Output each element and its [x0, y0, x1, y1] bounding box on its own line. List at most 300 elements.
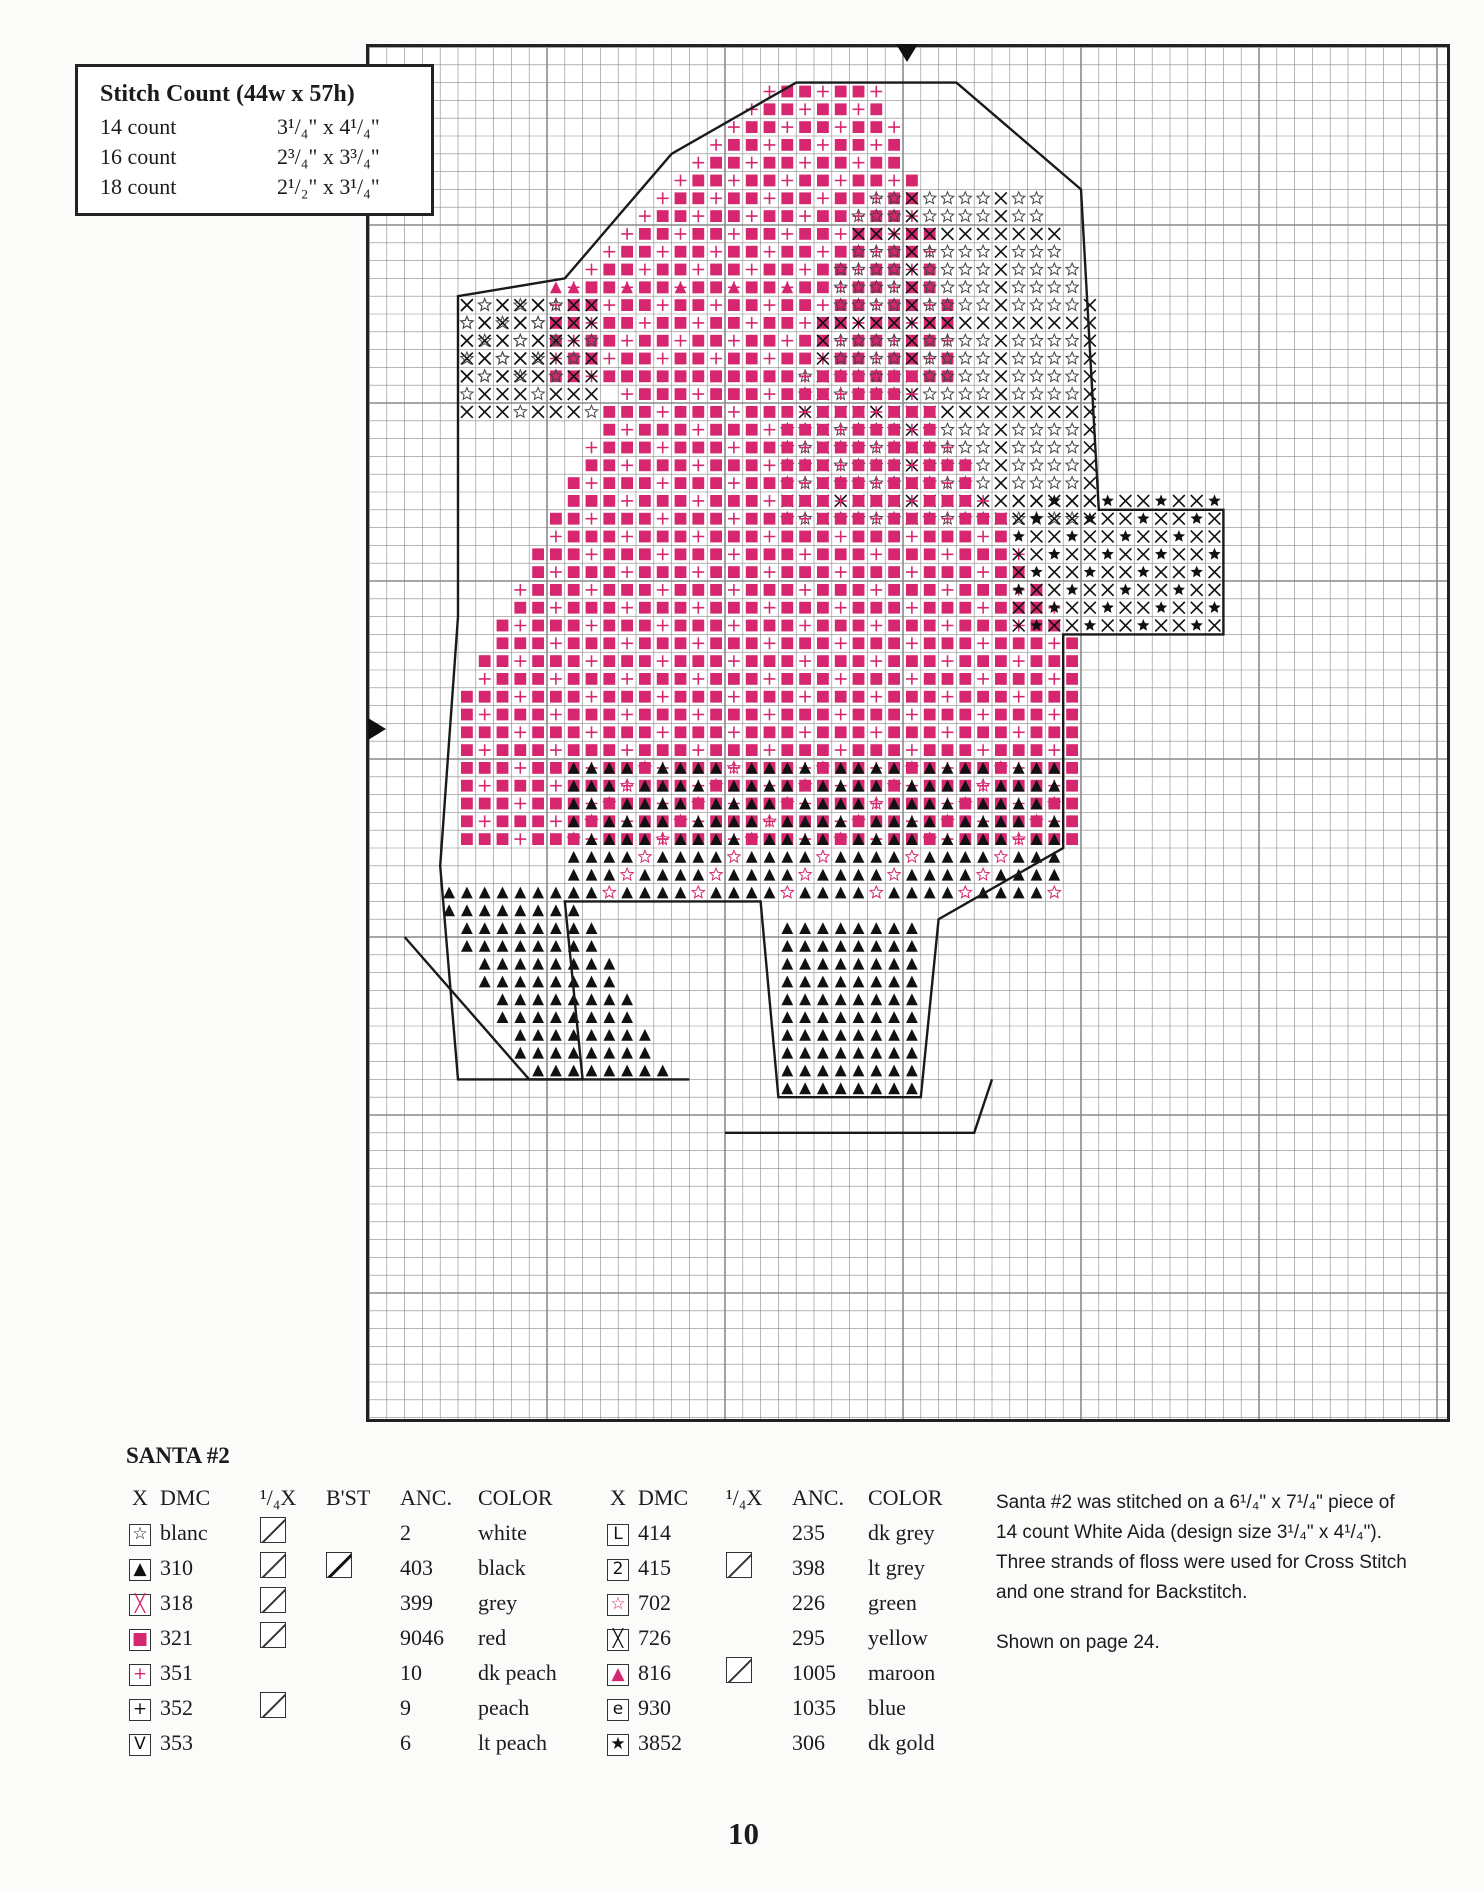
stitch-black: [728, 887, 740, 899]
stitch-black: [995, 869, 1007, 881]
stitch-red: [959, 691, 971, 703]
stitch-red: [817, 655, 829, 667]
stitch-red: [870, 744, 882, 756]
stitch-plus: [977, 602, 989, 614]
stitch-black: [817, 869, 829, 881]
stitch-plus: [728, 335, 740, 347]
stitch-star-pink: [710, 868, 722, 880]
stitch-plus: [550, 673, 562, 685]
stitch-plus: [657, 192, 669, 204]
stitch-red: [959, 477, 971, 489]
stitch-black: [764, 887, 776, 899]
stitch-red: [639, 655, 651, 667]
stitch-plus: [692, 531, 704, 543]
key-backstitch-cell: [326, 1690, 400, 1725]
stitch-red: [603, 566, 615, 578]
stitch-x: [1066, 317, 1078, 329]
stitch-red: [514, 673, 526, 685]
stitch-black: [853, 1011, 865, 1023]
stitch-plus: [817, 139, 829, 151]
stitch-red: [586, 531, 598, 543]
stitch-red: [568, 726, 580, 738]
stitch-red: [657, 531, 669, 543]
stitch-red: [781, 655, 793, 667]
stitch-red: [853, 477, 865, 489]
stitch-black: [799, 993, 811, 1005]
key-row: [598, 1655, 978, 1690]
stitch-red: [568, 673, 580, 685]
color-key-left: [120, 1480, 598, 1760]
stitch-red: [835, 210, 847, 222]
stitch-red: [1031, 726, 1043, 738]
stitch-black: [746, 869, 758, 881]
stitch-star: [977, 441, 989, 453]
stitch-x: [995, 299, 1007, 311]
stitch-x: [995, 317, 1007, 329]
stitch-red: [924, 726, 936, 738]
stitch-red: [977, 620, 989, 632]
stitch-red: [924, 584, 936, 596]
stitch-star: [1066, 441, 1078, 453]
stitch-plus: [1048, 637, 1060, 649]
stitch-star: [941, 263, 953, 275]
stitch-star: [461, 388, 473, 400]
stitch-red: [817, 691, 829, 703]
stitch-red: [621, 584, 633, 596]
stitch-black: [532, 887, 544, 899]
stitch-red: [586, 566, 598, 578]
stitch-star: [479, 299, 491, 311]
key-anchor: 226: [792, 1589, 825, 1615]
stitch-red: [710, 459, 722, 471]
stitch-red: [995, 673, 1007, 685]
stitch-red: [514, 637, 526, 649]
stitch-red: [924, 691, 936, 703]
stitch-red: [710, 709, 722, 721]
stitch-plus: [870, 86, 882, 98]
stitch-red: [853, 744, 865, 756]
stitch-black: [888, 1082, 900, 1094]
stitch-x: [479, 406, 491, 418]
stitch-x: [1084, 459, 1096, 471]
stitch-black: [906, 922, 918, 934]
stitch-red: [550, 726, 562, 738]
note-paragraph: Santa #2 was stitched on a 6¹/₄" x 7¹/₄" piece of 14 count White Aida (design size 3¹/₄" x 4¹/₄"). Three strands of floss were used for Cross Stitch and one strand for Backstitch.: [996, 1492, 1407, 1603]
key-color-name: dk grey: [868, 1519, 935, 1545]
stitch-red: [853, 192, 865, 204]
key-color-name: lt peach: [478, 1729, 548, 1755]
stitch-red: [870, 103, 882, 115]
stitch-x: [1155, 620, 1167, 632]
stitch-red: [1066, 655, 1078, 667]
stitch-star: [977, 263, 989, 275]
stitch-red: [497, 637, 509, 649]
stitch-red: [870, 637, 882, 649]
stitch-red: [959, 637, 971, 649]
stitch-plus: [764, 388, 776, 400]
stitch-red: [781, 602, 793, 614]
stitch-x: [1155, 531, 1167, 543]
stitch-star: [1030, 334, 1042, 346]
stitch-plus: [799, 548, 811, 560]
stitch-star: [959, 263, 971, 275]
stitch-x: [1102, 620, 1114, 632]
stitch-plus: [906, 744, 918, 756]
red-square-icon: ■: [129, 1629, 151, 1651]
stitch-red: [728, 602, 740, 614]
stitch-red: [942, 673, 954, 685]
stitch-red: [888, 495, 900, 507]
stitch-red: [781, 139, 793, 151]
stitch-star: [1048, 263, 1060, 275]
stitch-black: [995, 887, 1007, 899]
stitch-red: [959, 726, 971, 738]
stitch-red: [924, 566, 936, 578]
key-quarter-cell: [260, 1725, 326, 1760]
key-quarter-cell: [260, 1690, 326, 1725]
stitch-star: [941, 388, 953, 400]
stitch-black: [781, 993, 793, 1005]
stitch-black: [514, 922, 526, 934]
stitch-plus: [746, 157, 758, 169]
stitch-x: [1209, 566, 1221, 578]
stitch-red: [764, 103, 776, 115]
stitch-red: [1066, 637, 1078, 649]
stitch-red: [497, 744, 509, 756]
stitch-plus: [1013, 691, 1025, 703]
stitch-black: [461, 922, 473, 934]
stitch-black: [799, 851, 811, 863]
count-size: 2³/₄" x 3³/₄": [277, 144, 380, 169]
stitch-red: [532, 584, 544, 596]
stitch-red: [621, 548, 633, 560]
stitch-star: [1030, 370, 1042, 382]
stitch-red: [799, 602, 811, 614]
stitch-plus: [586, 584, 598, 596]
stitch-star: [977, 281, 989, 293]
stitch-x: [1066, 566, 1078, 578]
stitch-red: [710, 264, 722, 276]
stitch-x: [1191, 531, 1203, 543]
stitch-plus: [942, 477, 954, 489]
stitch-star: [1013, 370, 1025, 382]
stitch-red: [781, 566, 793, 578]
key-backstitch-cell: [326, 1655, 400, 1690]
stitch-black: [728, 869, 740, 881]
stitch-x: [959, 228, 971, 240]
stitch-red: [995, 513, 1007, 525]
stitch-red: [497, 620, 509, 632]
stitch-red: [586, 637, 598, 649]
stitch-red: [1031, 744, 1043, 756]
stitch-black: [942, 887, 954, 899]
stitch-plus: [586, 477, 598, 489]
star-outline-icon: ☆: [129, 1524, 151, 1546]
stitch-plus: [692, 424, 704, 436]
stitch-star: [1048, 352, 1060, 364]
stitch-red: [888, 442, 900, 454]
stitch-star: [1013, 388, 1025, 400]
stitch-red: [817, 513, 829, 525]
stitch-black: [781, 869, 793, 881]
stitch-red: [639, 513, 651, 525]
stitch-plus: [692, 157, 704, 169]
key-quarter-cell: [726, 1550, 792, 1585]
stitch-x: [1031, 317, 1043, 329]
stitch-plus: [692, 566, 704, 578]
stitch-plus: [799, 157, 811, 169]
stitch-red: [532, 566, 544, 578]
stitch-plus: [603, 353, 615, 365]
stitch-plus: [835, 459, 847, 471]
stitch-red: [817, 459, 829, 471]
stitch-plus: [621, 602, 633, 614]
key-dmc: 702: [638, 1589, 671, 1615]
stitch-red: [1013, 673, 1025, 685]
key-dmc: 415: [638, 1554, 671, 1580]
stitch-x: [461, 370, 473, 382]
stitch-star: [585, 405, 597, 417]
stitch-plus: [728, 620, 740, 632]
stitch-black: [603, 993, 615, 1005]
stitch-red: [959, 673, 971, 685]
key-quarter-cell: [260, 1515, 326, 1550]
stitch-x: [995, 281, 1007, 293]
stitch-black-star: [1048, 548, 1060, 560]
count-row: [100, 112, 409, 142]
stitch-red: [888, 531, 900, 543]
stitch-red: [817, 175, 829, 187]
stitch-red: [870, 424, 882, 436]
stitch-x: [1084, 317, 1096, 329]
stitch-red: [568, 531, 580, 543]
stitch-star: [1048, 281, 1060, 293]
stitch-black: [799, 1065, 811, 1077]
stitch-red: [781, 299, 793, 311]
stitch-red: [817, 548, 829, 560]
stitch-red: [924, 424, 936, 436]
stitch-red: [764, 175, 776, 187]
stitch-red: [621, 726, 633, 738]
stitch-black: [550, 940, 562, 952]
stitch-plus: [586, 264, 598, 276]
stitch-red: [568, 691, 580, 703]
stitch-red: [1066, 691, 1078, 703]
stitch-x: [995, 424, 1007, 436]
stitch-red: [764, 513, 776, 525]
stitch-plus: [942, 513, 954, 525]
stitch-red: [888, 620, 900, 632]
key-row: [598, 1620, 978, 1655]
stitch-x: [497, 335, 509, 347]
stitch-star: [1013, 210, 1025, 222]
stitch-x: [586, 388, 598, 400]
stitch-red: [603, 335, 615, 347]
stitch-red: [532, 815, 544, 827]
stitch-black: [853, 1047, 865, 1059]
stitch-red: [924, 442, 936, 454]
stitch-red: [639, 388, 651, 400]
stitch-black: [586, 851, 598, 863]
two-mark-icon: 2: [607, 1559, 629, 1581]
stitch-black-star: [1137, 512, 1149, 524]
color-key-right: [598, 1480, 978, 1760]
stitch-black: [639, 887, 651, 899]
stitch-red: [853, 655, 865, 667]
stitch-red: [924, 406, 936, 418]
stitch-black-star: [1137, 619, 1149, 631]
stitch-red: [817, 370, 829, 382]
stitch-red: [675, 477, 687, 489]
stitch-plus: [1013, 726, 1025, 738]
key-dmc: 726: [638, 1624, 671, 1650]
stitch-star: [977, 334, 989, 346]
stitch-red: [977, 726, 989, 738]
stitch-red: [781, 424, 793, 436]
star-pink-icon: ☆: [607, 1594, 629, 1616]
stitch-black: [514, 993, 526, 1005]
key-dmc: 321: [160, 1624, 193, 1650]
stitch-black: [497, 904, 509, 916]
stitch-star: [959, 388, 971, 400]
stitch-x: [1191, 584, 1203, 596]
stitch-red: [942, 709, 954, 721]
stitch-plus: [657, 353, 669, 365]
key-symbol-cell: [598, 1550, 638, 1585]
stitch-x: [1084, 388, 1096, 400]
stitch-plus: [586, 691, 598, 703]
stitch-red: [781, 495, 793, 507]
stitch-x: [995, 406, 1007, 418]
stitch-red: [888, 459, 900, 471]
stitch-maroon: [550, 281, 562, 293]
key-dmc: blanc: [160, 1519, 208, 1545]
stitch-black: [461, 904, 473, 916]
cross-stitch-chart: [366, 44, 1450, 1422]
stitch-red: [657, 388, 669, 400]
stitch-plus: [514, 762, 526, 774]
stitch-black: [853, 887, 865, 899]
stitch-plus: [710, 299, 722, 311]
stitch-red: [603, 317, 615, 329]
stitch-red: [461, 709, 473, 721]
stitch-plus: [799, 442, 811, 454]
key-anchor: 2: [400, 1519, 411, 1545]
stitch-red: [568, 477, 580, 489]
stitch-red: [888, 388, 900, 400]
stitch-red: [675, 246, 687, 258]
stitch-red: [995, 620, 1007, 632]
stitch-red: [888, 548, 900, 560]
stitch-black-star: [1173, 583, 1185, 595]
stitch-plus: [675, 175, 687, 187]
stitch-red: [710, 726, 722, 738]
stitch-red: [728, 157, 740, 169]
stitch-red: [781, 531, 793, 543]
stitch-plus: [479, 744, 491, 756]
stitch-black-star: [1119, 583, 1131, 595]
stitch-red: [746, 406, 758, 418]
red-triangle-icon: ▲: [607, 1664, 629, 1686]
stitch-star: [1030, 352, 1042, 364]
stitch-red: [1066, 833, 1078, 845]
stitch-red: [781, 513, 793, 525]
stitch-red: [959, 548, 971, 560]
stitch-plus: [906, 673, 918, 685]
stitch-red: [924, 548, 936, 560]
stitch-red: [675, 370, 687, 382]
stitch-red: [817, 442, 829, 454]
stitch-red: [888, 709, 900, 721]
stitch-black: [781, 940, 793, 952]
stitch-red: [675, 566, 687, 578]
stitch-star: [1013, 281, 1025, 293]
stitch-red: [621, 317, 633, 329]
stitch-red: [959, 584, 971, 596]
stitch-red: [870, 531, 882, 543]
stitch-red: [853, 531, 865, 543]
quarter-stitch-icon: [726, 1657, 752, 1683]
center-arrow-top-icon: [896, 44, 918, 62]
stitch-red: [728, 246, 740, 258]
key-anchor: 399: [400, 1589, 433, 1615]
stitch-x: [532, 370, 544, 382]
key-symbol-cell: [598, 1515, 638, 1550]
stitch-red: [1013, 709, 1025, 721]
stitch-red: [692, 691, 704, 703]
stitch-black: [603, 1047, 615, 1059]
stitch-star: [1066, 281, 1078, 293]
stitch-black-star: [1030, 512, 1042, 524]
stitch-red: [746, 477, 758, 489]
stitch-star-pink: [692, 886, 704, 898]
header-dmc: DMC: [638, 1484, 689, 1510]
stitch-plus: [657, 691, 669, 703]
stitch-x: [995, 495, 1007, 507]
stitch-red: [817, 673, 829, 685]
stitch-red: [924, 709, 936, 721]
stitch-black: [479, 976, 491, 988]
stitch-black: [532, 993, 544, 1005]
stitch-black: [781, 976, 793, 988]
stitch-plus: [692, 602, 704, 614]
stitch-plus: [942, 655, 954, 667]
stitch-plus: [781, 228, 793, 240]
stitch-plus: [781, 175, 793, 187]
stitch-black: [550, 993, 562, 1005]
stitch-black-star: [1030, 566, 1042, 578]
stitch-black: [675, 869, 687, 881]
stitch-red: [799, 192, 811, 204]
key-anchor: 295: [792, 1624, 825, 1650]
stitch-red: [568, 744, 580, 756]
stitch-red: [692, 584, 704, 596]
stitch-black: [568, 887, 580, 899]
stitch-star: [1030, 245, 1042, 257]
stitch-red: [835, 442, 847, 454]
stitch-plus: [799, 264, 811, 276]
stitch-plus: [621, 424, 633, 436]
stitch-red: [532, 655, 544, 667]
stitch-black: [621, 851, 633, 863]
stitch-x: [1013, 406, 1025, 418]
stitch-red: [675, 655, 687, 667]
stitch-red: [888, 602, 900, 614]
stitch-red: [728, 353, 740, 365]
stitch-red: [817, 281, 829, 293]
stitch-red: [657, 335, 669, 347]
stitch-red: [532, 602, 544, 614]
